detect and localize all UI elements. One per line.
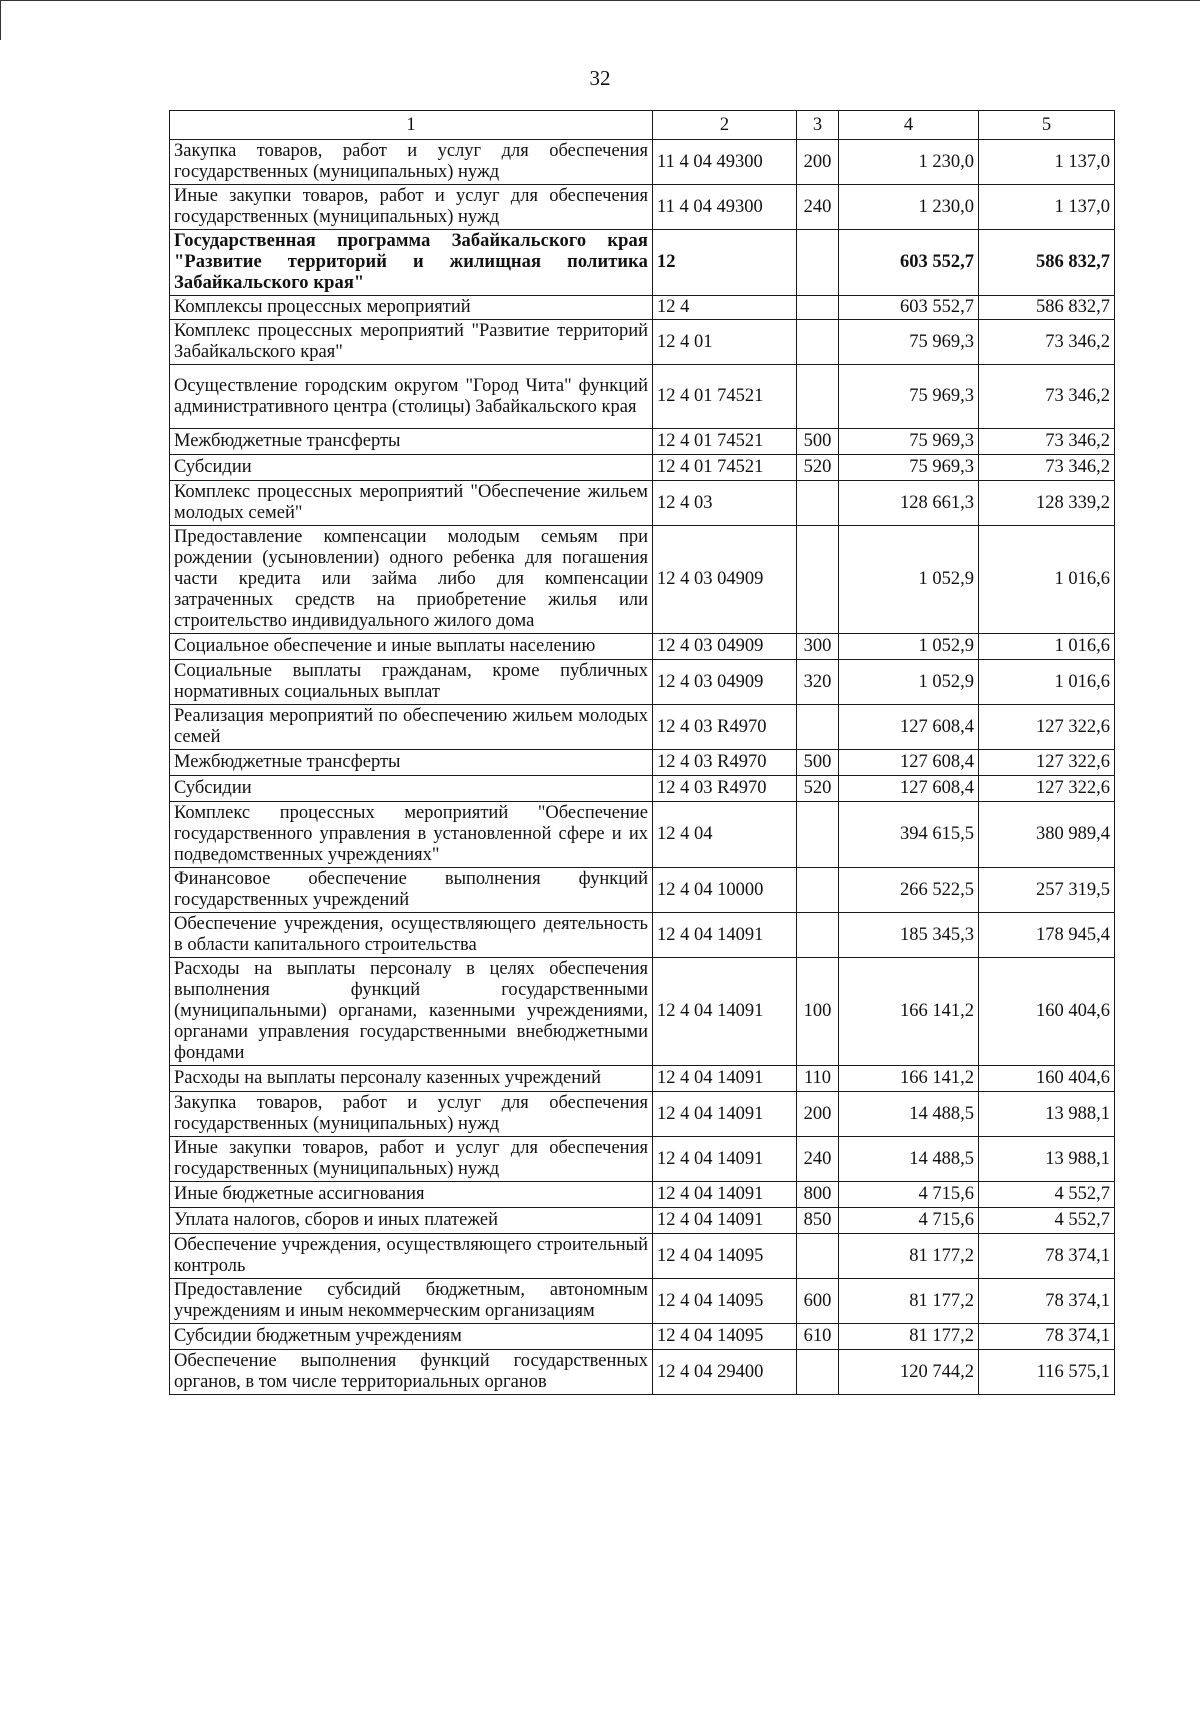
row-name-cell: Предоставление компенсации молодым семьям при рождении (усыновлении) одного ребенка для погашения части кредита или займа либо для компенсации затраченных средств на приобретение жилья или строительство индивидуального жилого дома [170, 526, 653, 634]
row-code-cell: 12 4 04 29400 [653, 1350, 797, 1395]
row-value-2-cell: 1 137,0 [979, 185, 1115, 230]
row-value-1-cell: 166 141,2 [839, 958, 979, 1066]
row-value-2-cell: 127 322,6 [979, 750, 1115, 776]
row-type-cell: 100 [797, 958, 839, 1066]
budget-table [169, 110, 1115, 1395]
row-code-cell: 12 4 04 14091 [653, 913, 797, 958]
table-row [170, 455, 1115, 481]
row-value-1-cell: 166 141,2 [839, 1066, 979, 1092]
header-col-3: 3 [797, 111, 839, 140]
row-code-cell: 11 4 04 49300 [653, 140, 797, 185]
table-row [170, 526, 1115, 634]
header-col-5: 5 [979, 111, 1115, 140]
row-value-1-cell: 75 969,3 [839, 429, 979, 455]
row-code-cell: 12 4 04 14091 [653, 1182, 797, 1208]
row-name-cell: Расходы на выплаты персоналу казенных учреждений [170, 1066, 653, 1092]
row-name-cell: Обеспечение учреждения, осуществляющего деятельность в области капитального строительства [170, 913, 653, 958]
row-name-cell: Реализация мероприятий по обеспечению жильем молодых семей [170, 705, 653, 750]
row-value-2-cell: 1 137,0 [979, 140, 1115, 185]
table-header-row [170, 111, 1115, 140]
row-name-cell: Социальные выплаты гражданам, кроме публичных нормативных социальных выплат [170, 660, 653, 705]
row-value-2-cell: 178 945,4 [979, 913, 1115, 958]
row-value-1-cell: 81 177,2 [839, 1234, 979, 1279]
row-code-cell: 12 4 03 [653, 481, 797, 526]
row-name-cell: Комплекс процессных мероприятий "Обеспечение государственного управления в установленной сфере и их подведомственных учреждениях" [170, 802, 653, 868]
row-type-cell: 240 [797, 1137, 839, 1182]
table-row [170, 1092, 1115, 1137]
row-value-2-cell: 73 346,2 [979, 320, 1115, 365]
row-type-cell: 600 [797, 1279, 839, 1324]
row-value-1-cell: 75 969,3 [839, 320, 979, 365]
row-type-cell: 500 [797, 429, 839, 455]
row-value-2-cell: 257 319,5 [979, 868, 1115, 913]
page-number: 32 [589, 66, 611, 90]
row-code-cell: 12 4 [653, 296, 797, 320]
row-type-cell [797, 481, 839, 526]
table-row [170, 296, 1115, 320]
row-type-cell [797, 1234, 839, 1279]
scan-edge-left [0, 0, 1, 40]
row-code-cell: 12 4 03 04909 [653, 634, 797, 660]
row-value-2-cell: 127 322,6 [979, 776, 1115, 802]
table-row [170, 868, 1115, 913]
row-type-cell [797, 320, 839, 365]
row-code-cell: 12 4 03 R4970 [653, 776, 797, 802]
row-type-cell [797, 913, 839, 958]
row-value-2-cell: 586 832,7 [979, 296, 1115, 320]
row-value-1-cell: 14 488,5 [839, 1092, 979, 1137]
row-value-1-cell: 394 615,5 [839, 802, 979, 868]
row-name-cell: Закупка товаров, работ и услуг для обеспечения государственных (муниципальных) нужд [170, 1092, 653, 1137]
table-row [170, 481, 1115, 526]
row-value-2-cell: 4 552,7 [979, 1182, 1115, 1208]
header-col-1: 1 [170, 111, 653, 140]
table-row [170, 705, 1115, 750]
row-value-1-cell: 1 052,9 [839, 526, 979, 634]
table-row [170, 230, 1115, 296]
row-name-cell: Государственная программа Забайкальского края "Развитие территорий и жилищная политика Забайкальского края" [170, 230, 653, 296]
row-value-2-cell: 116 575,1 [979, 1350, 1115, 1395]
row-code-cell: 12 4 04 14095 [653, 1279, 797, 1324]
row-code-cell: 12 4 03 04909 [653, 526, 797, 634]
table-row [170, 1234, 1115, 1279]
row-value-2-cell: 78 374,1 [979, 1324, 1115, 1350]
row-type-cell [797, 296, 839, 320]
row-type-cell [797, 526, 839, 634]
row-code-cell: 12 4 04 14095 [653, 1324, 797, 1350]
row-value-2-cell: 73 346,2 [979, 455, 1115, 481]
table-row [170, 660, 1115, 705]
row-value-2-cell: 127 322,6 [979, 705, 1115, 750]
row-value-1-cell: 81 177,2 [839, 1279, 979, 1324]
row-value-2-cell: 13 988,1 [979, 1137, 1115, 1182]
table-row [170, 1182, 1115, 1208]
row-value-2-cell: 1 016,6 [979, 660, 1115, 705]
header-col-4: 4 [839, 111, 979, 140]
row-value-2-cell: 586 832,7 [979, 230, 1115, 296]
row-value-1-cell: 4 715,6 [839, 1182, 979, 1208]
row-type-cell: 520 [797, 455, 839, 481]
header-col-2: 2 [653, 111, 797, 140]
row-value-2-cell: 1 016,6 [979, 526, 1115, 634]
row-value-1-cell: 120 744,2 [839, 1350, 979, 1395]
table-row [170, 802, 1115, 868]
row-name-cell: Иные бюджетные ассигнования [170, 1182, 653, 1208]
row-code-cell: 11 4 04 49300 [653, 185, 797, 230]
row-name-cell: Субсидии [170, 455, 653, 481]
table-row [170, 320, 1115, 365]
row-type-cell: 320 [797, 660, 839, 705]
row-code-cell: 12 4 03 R4970 [653, 705, 797, 750]
row-name-cell: Иные закупки товаров, работ и услуг для обеспечения государственных (муниципальных) нужд [170, 185, 653, 230]
row-value-2-cell: 128 339,2 [979, 481, 1115, 526]
table-row [170, 1324, 1115, 1350]
row-type-cell: 850 [797, 1208, 839, 1234]
row-value-2-cell: 13 988,1 [979, 1092, 1115, 1137]
row-value-2-cell: 78 374,1 [979, 1234, 1115, 1279]
row-code-cell: 12 4 04 14091 [653, 958, 797, 1066]
table-body [170, 140, 1115, 1395]
table-row [170, 185, 1115, 230]
row-name-cell: Осуществление городским округом "Город Чита" функций административного центра (столицы) Забайкальского края [170, 365, 653, 429]
row-code-cell: 12 4 04 [653, 802, 797, 868]
row-value-1-cell: 127 608,4 [839, 705, 979, 750]
table-row [170, 1066, 1115, 1092]
row-type-cell: 520 [797, 776, 839, 802]
row-code-cell: 12 4 01 74521 [653, 455, 797, 481]
row-type-cell: 200 [797, 1092, 839, 1137]
row-type-cell [797, 802, 839, 868]
row-name-cell: Предоставление субсидий бюджетным, автономным учреждениям и иным некоммерческим организациям [170, 1279, 653, 1324]
row-value-1-cell: 1 052,9 [839, 660, 979, 705]
row-code-cell: 12 4 03 04909 [653, 660, 797, 705]
row-value-2-cell: 160 404,6 [979, 958, 1115, 1066]
row-type-cell: 300 [797, 634, 839, 660]
row-name-cell: Закупка товаров, работ и услуг для обеспечения государственных (муниципальных) нужд [170, 140, 653, 185]
row-value-1-cell: 14 488,5 [839, 1137, 979, 1182]
row-value-2-cell: 4 552,7 [979, 1208, 1115, 1234]
row-code-cell: 12 4 01 [653, 320, 797, 365]
table-row [170, 1350, 1115, 1395]
row-code-cell: 12 4 04 14091 [653, 1066, 797, 1092]
row-value-1-cell: 266 522,5 [839, 868, 979, 913]
row-name-cell: Комплекс процессных мероприятий "Развитие территорий Забайкальского края" [170, 320, 653, 365]
row-code-cell: 12 4 03 R4970 [653, 750, 797, 776]
row-value-2-cell: 78 374,1 [979, 1279, 1115, 1324]
row-type-cell: 240 [797, 185, 839, 230]
row-name-cell: Комплексы процессных мероприятий [170, 296, 653, 320]
row-name-cell: Социальное обеспечение и иные выплаты населению [170, 634, 653, 660]
row-type-cell: 200 [797, 140, 839, 185]
row-name-cell: Финансовое обеспечение выполнения функций государственных учреждений [170, 868, 653, 913]
table-row [170, 1137, 1115, 1182]
row-name-cell: Комплекс процессных мероприятий "Обеспечение жильем молодых семей" [170, 481, 653, 526]
row-code-cell: 12 4 04 10000 [653, 868, 797, 913]
table-row [170, 1208, 1115, 1234]
row-name-cell: Межбюджетные трансферты [170, 750, 653, 776]
table-row [170, 913, 1115, 958]
row-name-cell: Расходы на выплаты персоналу в целях обеспечения выполнения функций государственными (муниципальными) органами, казенными учреждениями, органами управления государственными внебюджетными фондами [170, 958, 653, 1066]
row-value-1-cell: 1 230,0 [839, 185, 979, 230]
row-name-cell: Субсидии [170, 776, 653, 802]
table-row [170, 958, 1115, 1066]
row-value-1-cell: 127 608,4 [839, 750, 979, 776]
table-row [170, 429, 1115, 455]
row-value-2-cell: 73 346,2 [979, 429, 1115, 455]
table-row [170, 634, 1115, 660]
row-code-cell: 12 4 04 14091 [653, 1092, 797, 1137]
row-code-cell: 12 [653, 230, 797, 296]
row-code-cell: 12 4 01 74521 [653, 429, 797, 455]
row-type-cell [797, 1350, 839, 1395]
row-type-cell [797, 365, 839, 429]
row-name-cell: Субсидии бюджетным учреждениям [170, 1324, 653, 1350]
row-value-1-cell: 1 230,0 [839, 140, 979, 185]
row-value-1-cell: 75 969,3 [839, 455, 979, 481]
row-code-cell: 12 4 01 74521 [653, 365, 797, 429]
table-row [170, 140, 1115, 185]
row-name-cell: Обеспечение учреждения, осуществляющего строительный контроль [170, 1234, 653, 1279]
row-code-cell: 12 4 04 14095 [653, 1234, 797, 1279]
scan-edge-top [0, 0, 1200, 1]
row-value-1-cell: 4 715,6 [839, 1208, 979, 1234]
row-type-cell: 800 [797, 1182, 839, 1208]
row-type-cell: 110 [797, 1066, 839, 1092]
row-value-1-cell: 75 969,3 [839, 365, 979, 429]
row-value-1-cell: 128 661,3 [839, 481, 979, 526]
table-row [170, 776, 1115, 802]
table-row [170, 750, 1115, 776]
table-row [170, 1279, 1115, 1324]
row-name-cell: Обеспечение выполнения функций государственных органов, в том числе территориальных органов [170, 1350, 653, 1395]
row-value-2-cell: 380 989,4 [979, 802, 1115, 868]
row-name-cell: Уплата налогов, сборов и иных платежей [170, 1208, 653, 1234]
row-name-cell: Межбюджетные трансферты [170, 429, 653, 455]
row-value-1-cell: 127 608,4 [839, 776, 979, 802]
row-value-2-cell: 73 346,2 [979, 365, 1115, 429]
row-value-1-cell: 603 552,7 [839, 296, 979, 320]
row-value-1-cell: 603 552,7 [839, 230, 979, 296]
table-row [170, 365, 1115, 429]
row-value-1-cell: 81 177,2 [839, 1324, 979, 1350]
row-type-cell: 610 [797, 1324, 839, 1350]
row-value-2-cell: 1 016,6 [979, 634, 1115, 660]
row-code-cell: 12 4 04 14091 [653, 1137, 797, 1182]
row-type-cell: 500 [797, 750, 839, 776]
row-name-cell: Иные закупки товаров, работ и услуг для обеспечения государственных (муниципальных) нужд [170, 1137, 653, 1182]
row-type-cell [797, 705, 839, 750]
row-type-cell [797, 230, 839, 296]
row-value-1-cell: 185 345,3 [839, 913, 979, 958]
row-type-cell [797, 868, 839, 913]
row-code-cell: 12 4 04 14091 [653, 1208, 797, 1234]
row-value-1-cell: 1 052,9 [839, 634, 979, 660]
row-value-2-cell: 160 404,6 [979, 1066, 1115, 1092]
